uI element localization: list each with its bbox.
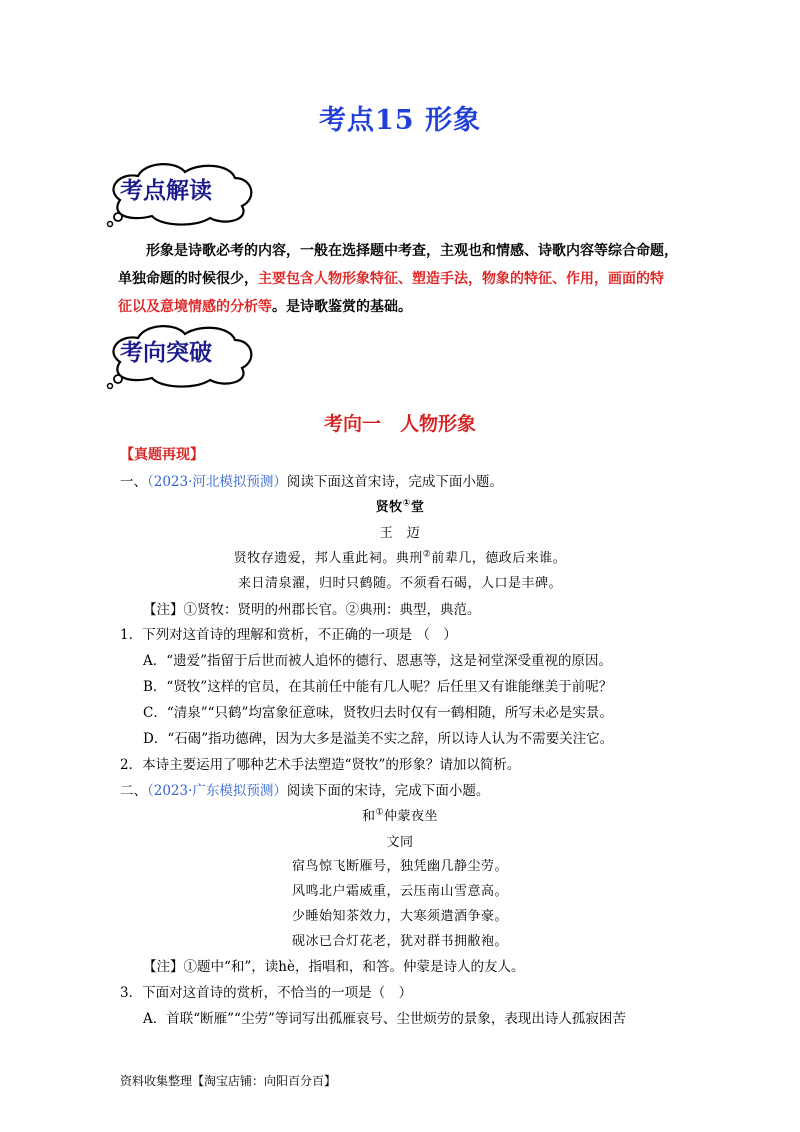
badge-kaoxiang-tupo: 考向突破: [120, 340, 212, 366]
intro-paragraph: [118, 237, 693, 321]
footer: 资料收集整理【淘宝店铺：向阳百分百】: [120, 1074, 337, 1088]
intro-line-1: 形象是诗歌必考的内容，一般在选择题中考查，主观也和情感、诗歌内容等综合命题，: [146, 243, 678, 259]
question-intro-1: [120, 470, 503, 490]
poem-text: 贤牧存遗爱，邦人重此祠。典刑: [233, 551, 423, 566]
poem-title-2: [0, 805, 800, 824]
option-a: A．“遗爱”指留于后世而被人追怀的德行、恩惠等，这是祠堂深受重视的原因。: [143, 653, 613, 669]
poem-line: 砚冰已合灯花老，犹对群书拥敝袍。: [291, 934, 508, 949]
poem-note-1: 【注】①贤牧：贤明的州郡长官。②典刑：典型，典范。: [143, 602, 481, 618]
question-1: 1．下列对这首诗的理解和赏析，不正确的一项是 （ ）: [120, 627, 457, 643]
option-a: A．首联“断雁”“尘劳”等词写出孤雁哀号、尘世烦劳的景象，表现出诗人孤寂困苦: [143, 1011, 626, 1027]
badge-kaodian-jiedu: 考点解读: [120, 178, 212, 204]
option-c: C．“清泉”“只鹤”均富象征意味，贤牧归去时仅有一鹤相随，所写未必是实景。: [143, 705, 613, 721]
poem-title-1: [0, 496, 800, 515]
intro-highlight: 主要包含人物形象特征、塑造手法，物象的特征、作用，画面的特: [258, 271, 664, 287]
question-source: （2023·广东模拟预测）: [147, 783, 287, 799]
intro-highlight: 征以及意境情感的分析等: [118, 299, 272, 315]
option-d: D．“石碣”指功德碑，因为大多是溢美不实之辞，所以诗人认为不需要关注它。: [143, 731, 614, 747]
poem-title-text: 贤牧: [375, 500, 403, 515]
poem-author-1: 王 迈: [379, 526, 421, 541]
poem-line: [0, 547, 800, 566]
question-source: （2023·河北模拟预测）: [147, 474, 287, 490]
intro-text: 。是诗歌鉴赏的基础。: [272, 299, 412, 315]
subhead: 【真题再现】: [120, 447, 204, 463]
question-prefix: 一、: [120, 474, 147, 490]
intro-line-2: [118, 265, 693, 293]
question-2: 2．本诗主要运用了哪种艺术手法塑造“贤牧”的形象？请加以简析。: [120, 757, 521, 773]
poem-line: 少睡始知茶效力，大寒须遣酒争豪。: [291, 909, 508, 924]
poem-line: 来日清泉濯，归时只鹤随。不须看石碣，人口是丰碑。: [237, 576, 562, 591]
option-b: B．“贤牧”这样的官员，在其前任中能有几人呢？后任里又有谁能继美于前呢？: [143, 679, 613, 695]
poem-note-2: 【注】①题中“和”，读hè，指唱和，和答。仲蒙是诗人的友人。: [143, 959, 525, 975]
section-title: 考向一 人物形象: [323, 413, 476, 435]
footnote-mark: ②: [422, 549, 432, 560]
page-title: 考点15 形象: [319, 105, 481, 136]
poem-title-text: 和: [361, 809, 376, 824]
question-instruction: 阅读下面的宋诗，完成下面小题。: [286, 783, 490, 799]
poem-title-text: 仲蒙夜坐: [384, 809, 439, 824]
footnote-mark: ①: [402, 498, 411, 509]
question-intro-2: [120, 779, 489, 799]
poem-line: 宿鸟惊飞断雁号，独凭幽几静尘劳。: [291, 859, 508, 874]
question-3: 3．下面对这首诗的赏析，不恰当的一项是（ ）: [120, 985, 413, 1001]
question-prefix: 二、: [120, 783, 147, 799]
poem-title-text: 堂: [410, 500, 425, 515]
poem-line: 风鸣北户霜威重，云压南山雪意高。: [291, 884, 508, 899]
poem-text: 前辈几，德政后来谁。: [431, 551, 567, 566]
question-instruction: 阅读下面这首宋诗，完成下面小题。: [286, 474, 503, 490]
poem-author-2: 文同: [386, 835, 414, 850]
footnote-mark: ①: [375, 807, 385, 818]
intro-text: 单独命题的时候很少，: [118, 271, 258, 287]
intro-line-3: [118, 293, 693, 321]
